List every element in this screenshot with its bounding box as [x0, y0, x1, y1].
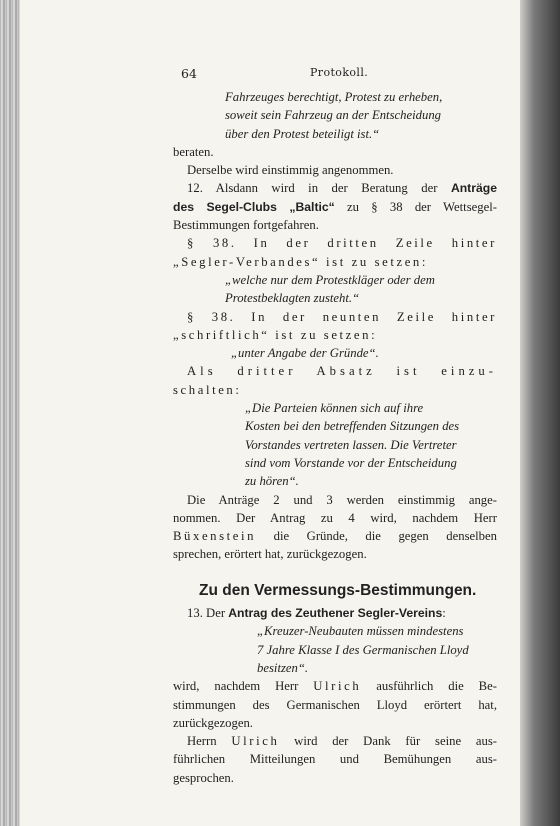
quote-line: besitzen“.	[257, 660, 309, 675]
spaced-name: Ulrich	[231, 734, 280, 749]
quote-line: „Die Parteien können sich auf ihre	[245, 401, 424, 416]
text-span: :	[442, 606, 446, 621]
text-span: wird, nachdem Herr	[173, 679, 314, 694]
spaced-name: Büxenstein	[173, 529, 257, 544]
text-span: 13. Der	[187, 606, 229, 621]
bold-text: des Segel-Clubs „Baltic“	[173, 199, 335, 214]
text-span: ausführlich die Be-	[361, 679, 497, 694]
spaced-line: schalten:	[173, 382, 242, 397]
text-span: zu § 38 der Wettsegel-	[334, 199, 497, 214]
text-line: nommen. Der Antrag zu 4 wird, nachdem Herr	[173, 510, 497, 525]
page-edge-shadow	[520, 0, 560, 826]
text-span: die Gründe, die gegen denselben	[256, 529, 497, 544]
text-span: wird der Dank für seine aus-	[279, 734, 497, 749]
spaced-line: „Segler-Verbandes“ ist zu setzen:	[173, 254, 428, 269]
text-line: Die Anträge 2 und 3 werden einstimmig ange-	[187, 492, 497, 507]
text-span: 12. Alsdann wird in der Beratung der	[187, 181, 451, 196]
text-line: Derselbe wird einstimmig angenommen.	[187, 163, 394, 178]
spaced-line: § 38. In der dritten Zeile hinter	[187, 236, 497, 251]
quote-line: Fahrzeuges berechtigt, Protest zu erheben,	[225, 90, 443, 104]
text-line: sprechen, erörtert hat, zurückgezogen.	[173, 547, 367, 562]
spaced-line: Als dritter Absatz ist einzu-	[187, 364, 497, 379]
quote-line: 7 Jahre Klasse I des Germanischen Lloyd	[257, 642, 469, 657]
text-line: Bestimmungen fortgefahren.	[173, 218, 319, 233]
quote-line: „unter Angabe der Gründe“.	[231, 346, 379, 361]
quote-line: sind vom Vorstande vor der Entscheidung	[245, 455, 457, 470]
quote-line: „Kreuzer-Neubauten müssen mindestens	[257, 624, 464, 639]
quote-line: zu hören“.	[245, 474, 299, 489]
spaced-line: „schriftlich“ ist zu setzen:	[173, 327, 378, 342]
spaced-line: § 38. In der neunten Zeile hinter	[187, 309, 497, 324]
book-spine	[0, 0, 20, 826]
text-line: zurückgezogen.	[173, 715, 253, 730]
running-head: Protokoll.	[310, 66, 369, 79]
quote-line: Protestbeklagten zusteht.“	[225, 291, 360, 306]
quote-line: Vorstandes vertreten lassen. Die Vertreter	[245, 437, 457, 452]
text-line	[173, 179, 497, 197]
text-line: beraten.	[173, 144, 214, 159]
text-line	[173, 677, 497, 695]
text-span: Herrn	[187, 734, 232, 749]
bold-text: Antrag des Zeuthener Segler-Vereins	[228, 606, 443, 621]
text-line	[173, 527, 497, 545]
section-heading: Zu den Vermessungs-Bestimmungen.	[199, 581, 477, 599]
text-line: führlichen Mitteilungen und Bemühungen aus-	[173, 752, 497, 767]
page-number: 64	[181, 66, 197, 81]
spaced-name: Ulrich	[313, 679, 362, 694]
text-line	[173, 198, 497, 216]
body-text	[173, 88, 497, 787]
text-line	[173, 732, 497, 750]
text-line: gesprochen.	[173, 770, 234, 785]
text-line	[173, 604, 497, 622]
quote-line: „welche nur dem Protestkläger oder dem	[225, 272, 435, 287]
text-line: stimmungen des Germanischen Lloyd erörtert hat,	[173, 697, 497, 712]
quote-line: soweit sein Fahrzeug an der Entscheidung	[225, 108, 442, 123]
quote-line: Kosten bei den betreffenden Sitzungen des	[245, 419, 460, 434]
bold-text: Anträge	[450, 181, 497, 196]
quote-line: über den Protest beteiligt ist.“	[225, 126, 380, 141]
